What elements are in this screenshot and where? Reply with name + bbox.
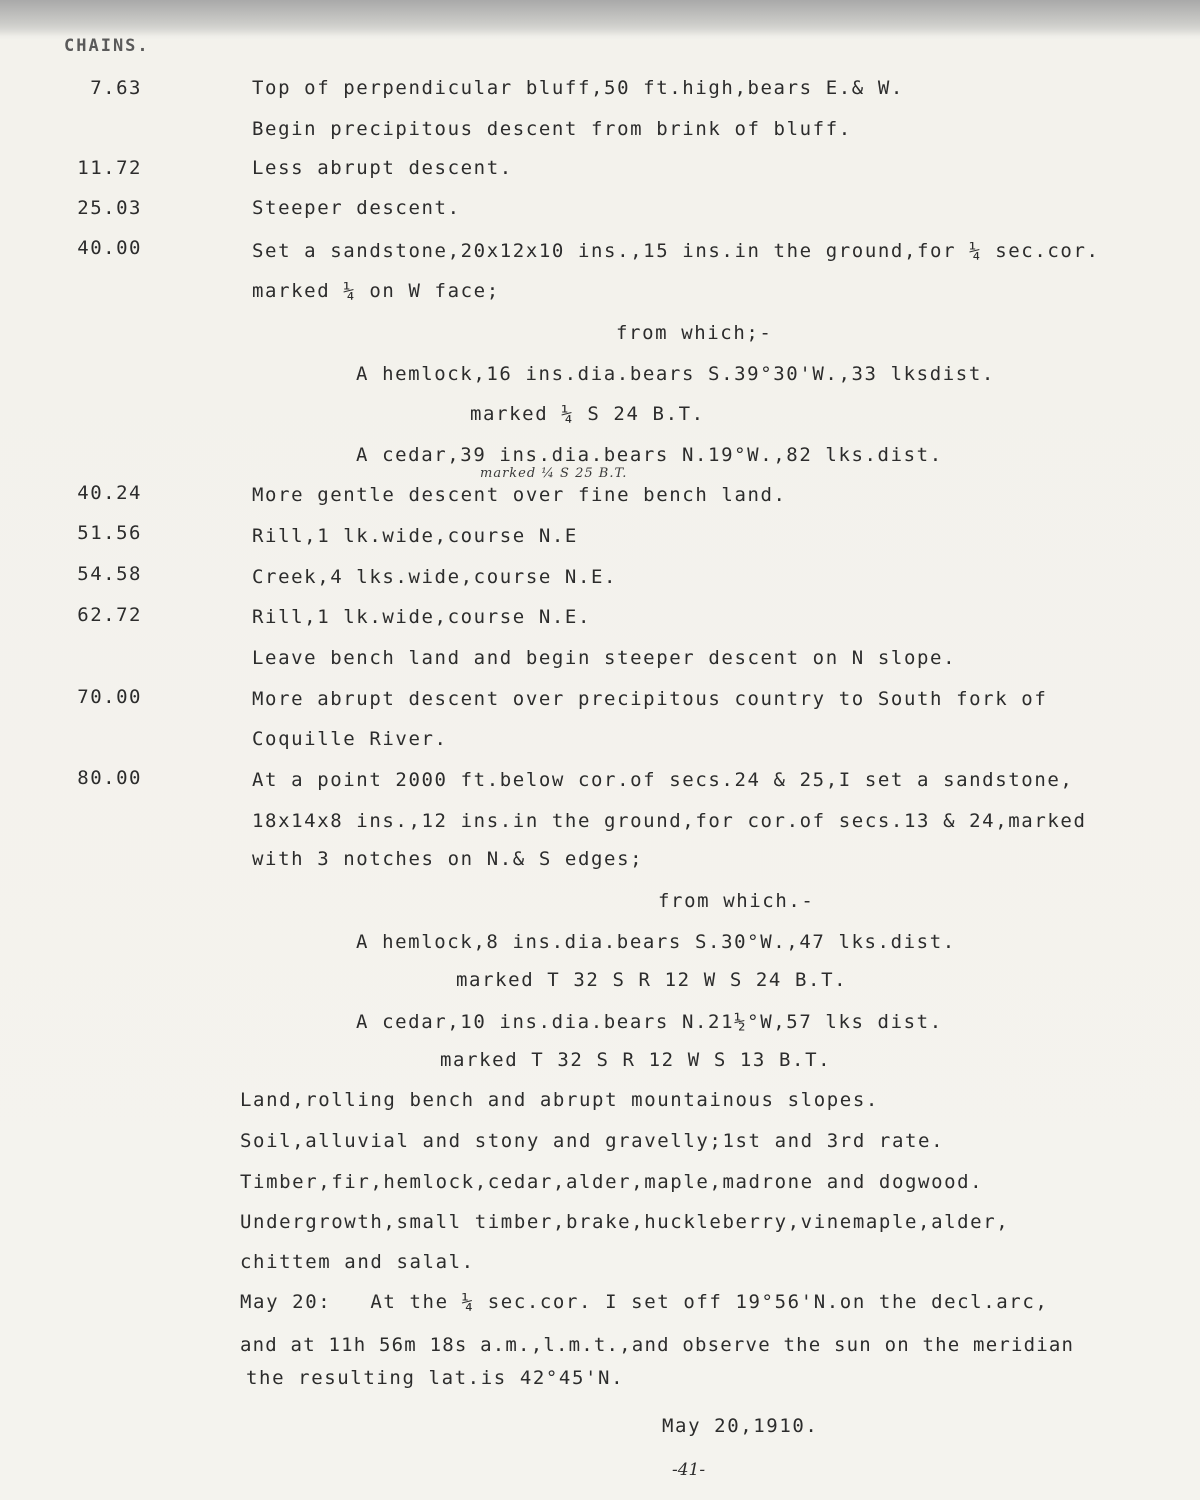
summary-undergrowth-cont: chittem and salal. bbox=[240, 1251, 475, 1273]
summary-undergrowth: Undergrowth,small timber,brake,huckleberry,vinemaple,alder, bbox=[240, 1211, 1010, 1233]
chain-value: 40.00 bbox=[77, 237, 142, 259]
entry-text: Creek,4 lks.wide,course N.E. bbox=[252, 566, 618, 588]
bearing-tree-marking: marked T 32 S R 12 W S 24 B.T. bbox=[456, 969, 848, 991]
bearing-tree-text: A cedar,10 ins.dia.bears N.21½°W,57 lks dist. bbox=[356, 1011, 943, 1033]
date-line: May 20,1910. bbox=[662, 1415, 819, 1437]
entry-text: Begin precipitous descent from brink of bluff. bbox=[252, 118, 852, 140]
entry-text: 18x14x8 ins.,12 ins.in the ground,for cor.of secs.13 & 24,marked bbox=[252, 810, 1087, 832]
entry-text: Set a sandstone,20x12x10 ins.,15 ins.in the ground,for ¼ sec.cor. bbox=[252, 240, 1100, 262]
chain-value: 54.58 bbox=[77, 563, 142, 585]
bearing-tree-marking: marked ¼ S 24 B.T. bbox=[470, 403, 705, 425]
entry-text: with 3 notches on N.& S edges; bbox=[252, 848, 644, 870]
chain-value: 80.00 bbox=[77, 767, 142, 789]
observation-line: and at 11h 56m 18s a.m.,l.m.t.,and observe the sun on the meridian bbox=[240, 1334, 1075, 1356]
entry-text: Less abrupt descent. bbox=[252, 157, 513, 179]
chain-value: 7.63 bbox=[90, 77, 142, 99]
from-which-label: from which;- bbox=[616, 322, 773, 344]
chain-value: 51.56 bbox=[77, 522, 142, 544]
entry-text: Steeper descent. bbox=[252, 197, 461, 219]
chain-value: 70.00 bbox=[77, 686, 142, 708]
page-top-shadow bbox=[0, 0, 1200, 36]
from-which-label: from which.- bbox=[658, 890, 815, 912]
summary-land: Land,rolling bench and abrupt mountainous slopes. bbox=[240, 1089, 879, 1111]
chain-value: 25.03 bbox=[77, 197, 142, 219]
summary-soil: Soil,alluvial and stony and gravelly;1st and 3rd rate. bbox=[240, 1130, 945, 1152]
observation-line: the resulting lat.is 42°45'N. bbox=[246, 1367, 625, 1389]
bearing-tree-text: A cedar,39 ins.dia.bears N.19°W.,82 lks.dist. bbox=[356, 444, 943, 466]
entry-text: Top of perpendicular bluff,50 ft.high,bears E.& W. bbox=[252, 77, 904, 99]
bearing-tree-text: A hemlock,8 ins.dia.bears S.30°W.,47 lks.dist. bbox=[356, 931, 956, 953]
chain-value: 11.72 bbox=[77, 157, 142, 179]
entry-text: Rill,1 lk.wide,course N.E. bbox=[252, 606, 592, 628]
handwritten-annotation: marked ¼ S 25 B.T. bbox=[480, 466, 628, 481]
chain-value: 40.24 bbox=[77, 482, 142, 504]
observation-line: May 20: At the ¼ sec.cor. I set off 19°56'N.on the decl.arc, bbox=[240, 1291, 1049, 1313]
summary-timber: Timber,fir,hemlock,cedar,alder,maple,madrone and dogwood. bbox=[240, 1171, 984, 1193]
entry-text: Coquille River. bbox=[252, 728, 448, 750]
entry-text: At a point 2000 ft.below cor.of secs.24 & 25,I set a sandstone, bbox=[252, 769, 1074, 791]
bearing-tree-marking: marked T 32 S R 12 W S 13 B.T. bbox=[440, 1049, 832, 1071]
chain-value: 62.72 bbox=[77, 604, 142, 626]
chains-header: CHAINS. bbox=[64, 36, 150, 56]
entry-text: More gentle descent over fine bench land. bbox=[252, 484, 787, 506]
entry-text: marked ¼ on W face; bbox=[252, 280, 500, 302]
bearing-tree-text: A hemlock,16 ins.dia.bears S.39°30'W.,33 lksdist. bbox=[356, 363, 995, 385]
entry-text: Leave bench land and begin steeper descent on N slope. bbox=[252, 647, 957, 669]
entry-text: Rill,1 lk.wide,course N.E bbox=[252, 525, 578, 547]
page-number: -41- bbox=[672, 1460, 706, 1480]
entry-text: More abrupt descent over precipitous country to South fork of bbox=[252, 688, 1048, 710]
